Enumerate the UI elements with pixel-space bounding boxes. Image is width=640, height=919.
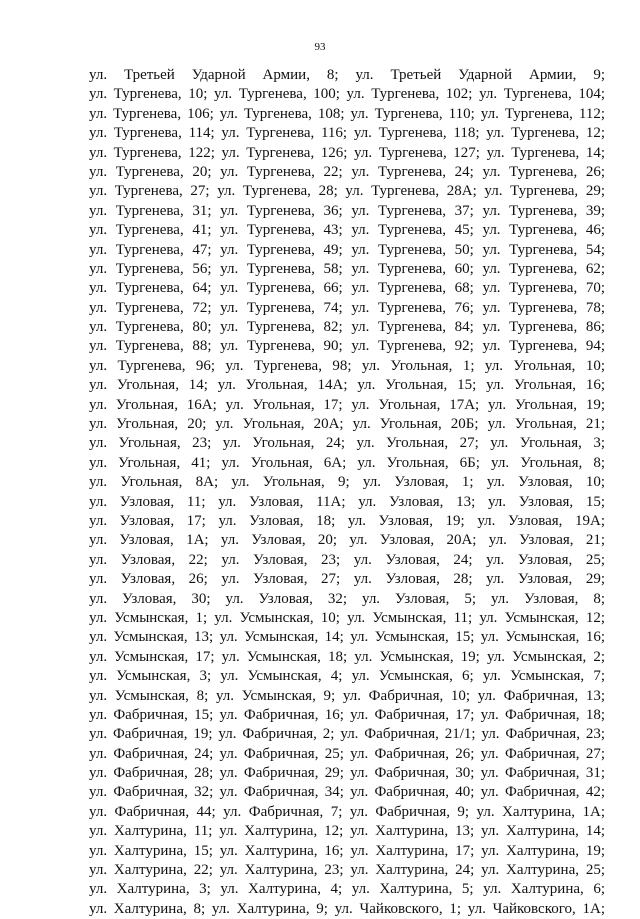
text-line: ул. Фабричная, 15; ул. Фабричная, 16; ул. Фабричная, 17; ул. Фабричная, 18; [89,706,605,723]
text-line: ул. Усмынская, 8; ул. Усмынская, 9; ул. Фабричная, 10; ул. Фабричная, 13; [89,687,605,704]
text-line: ул. Тургенева, 88; ул. Тургенева, 90; ул. Тургенева, 92; ул. Тургенева, 94; [89,338,605,355]
text-line: ул. Узловая, 30; ул. Узловая, 32; ул. Узловая, 5; ул. Узловая, 8; [89,590,605,607]
text-line: ул. Тургенева, 47; ул. Тургенева, 49; ул. Тургенева, 50; ул. Тургенева, 54; [89,241,605,258]
text-line: ул. Тургенева, 72; ул. Тургенева, 74; ул. Тургенева, 76; ул. Тургенева, 78; [89,299,605,316]
text-line: ул. Фабричная, 32; ул. Фабричная, 34; ул. Фабричная, 40; ул. Фабричная, 42; [89,784,605,801]
text-line: ул. Тургенева, 56; ул. Тургенева, 58; ул. Тургенева, 60; ул. Тургенева, 62; [89,260,605,277]
text-line: ул. Тургенева, 41; ул. Тургенева, 43; ул. Тургенева, 45; ул. Тургенева, 46; [89,222,605,239]
text-line: ул. Тургенева, 106; ул. Тургенева, 108; ул. Тургенева, 110; ул. Тургенева, 112; [89,105,605,122]
text-line: ул. Узловая, 11; ул. Узловая, 11А; ул. Узловая, 13; ул. Узловая, 15; [89,493,605,510]
text-line: ул. Угольная, 23; ул. Угольная, 24; ул. Угольная, 27; ул. Угольная, 3; [89,435,605,452]
text-line: ул. Угольная, 41; ул. Угольная, 6А; ул. Угольная, 6Б; ул. Угольная, 8; [89,454,605,471]
text-line: ул. Узловая, 1А; ул. Узловая, 20; ул. Узловая, 20А; ул. Узловая, 21; [89,532,605,549]
text-line: ул. Узловая, 17; ул. Узловая, 18; ул. Узловая, 19; ул. Узловая, 19А; [89,512,605,529]
text-line: ул. Узловая, 26; ул. Узловая, 27; ул. Узловая, 28; ул. Узловая, 29; [89,571,605,588]
text-line: ул. Халтурина, 8; ул. Халтурина, 9; ул. Чайковского, 1; ул. Чайковского, 1А; [89,900,605,917]
text-line: ул. Угольная, 8А; ул. Угольная, 9; ул. Узловая, 1; ул. Узловая, 10; [89,474,605,491]
text-line: ул. Халтурина, 22; ул. Халтурина, 23; ул. Халтурина, 24; ул. Халтурина, 25; [89,862,605,879]
text-line: ул. Халтурина, 11; ул. Халтурина, 12; ул. Халтурина, 13; ул. Халтурина, 14; [89,823,605,840]
text-line: ул. Тургенева, 96; ул. Тургенева, 98; ул. Угольная, 1; ул. Угольная, 10; [89,357,605,374]
text-line: ул. Усмынская, 17; ул. Усмынская, 18; ул. Усмынская, 19; ул. Усмынская, 2; [89,648,605,665]
text-line: ул. Узловая, 22; ул. Узловая, 23; ул. Узловая, 24; ул. Узловая, 25; [89,551,605,568]
text-line: ул. Фабричная, 44; ул. Фабричная, 7; ул. Фабричная, 9; ул. Халтурина, 1А; [89,803,605,820]
text-line: ул. Тургенева, 10; ул. Тургенева, 100; ул. Тургенева, 102; ул. Тургенева, 104; [89,86,605,103]
text-line: ул. Угольная, 20; ул. Угольная, 20А; ул. Угольная, 20Б; ул. Угольная, 21; [89,416,605,433]
text-line: ул. Тургенева, 27; ул. Тургенева, 28; ул. Тургенева, 28А; ул. Тургенева, 29; [89,183,605,200]
page-number: 93 [314,41,326,53]
text-line: ул. Фабричная, 24; ул. Фабричная, 25; ул. Фабричная, 26; ул. Фабричная, 27; [89,745,605,762]
text-line: ул. Угольная, 14; ул. Угольная, 14А; ул. Угольная, 15; ул. Угольная, 16; [89,377,605,394]
text-line: ул. Тургенева, 80; ул. Тургенева, 82; ул. Тургенева, 84; ул. Тургенева, 86; [89,319,605,336]
address-list [89,66,605,919]
text-line: ул. Усмынская, 13; ул. Усмынская, 14; ул. Усмынская, 15; ул. Усмынская, 16; [89,629,605,646]
text-line: ул. Тургенева, 64; ул. Тургенева, 66; ул. Тургенева, 68; ул. Тургенева, 70; [89,280,605,297]
text-line: ул. Халтурина, 3; ул. Халтурина, 4; ул. Халтурина, 5; ул. Халтурина, 6; [89,881,605,898]
text-line: ул. Усмынская, 3; ул. Усмынская, 4; ул. Усмынская, 6; ул. Усмынская, 7; [89,668,605,685]
text-line: ул. Третьей Ударной Армии, 8; ул. Третьей Ударной Армии, 9; [89,67,605,83]
text-line: ул. Халтурина, 15; ул. Халтурина, 16; ул. Халтурина, 17; ул. Халтурина, 19; [89,842,605,859]
text-line: ул. Фабричная, 19; ул. Фабричная, 2; ул. Фабричная, 21/1; ул. Фабричная, 23; [89,726,605,743]
text-line: ул. Тургенева, 31; ул. Тургенева, 36; ул. Тургенева, 37; ул. Тургенева, 39; [89,202,605,219]
text-line: ул. Усмынская, 1; ул. Усмынская, 10; ул. Усмынская, 11; ул. Усмынская, 12; [89,609,605,626]
text-line: ул. Угольная, 16А; ул. Угольная, 17; ул. Угольная, 17А; ул. Угольная, 19; [89,396,605,413]
text-line: ул. Тургенева, 122; ул. Тургенева, 126; ул. Тургенева, 127; ул. Тургенева, 14; [89,144,605,161]
text-line: ул. Тургенева, 20; ул. Тургенева, 22; ул. Тургенева, 24; ул. Тургенева, 26; [89,163,605,180]
text-line: ул. Фабричная, 28; ул. Фабричная, 29; ул. Фабричная, 30; ул. Фабричная, 31; [89,765,605,782]
text-line: ул. Тургенева, 114; ул. Тургенева, 116; ул. Тургенева, 118; ул. Тургенева, 12; [89,125,605,142]
